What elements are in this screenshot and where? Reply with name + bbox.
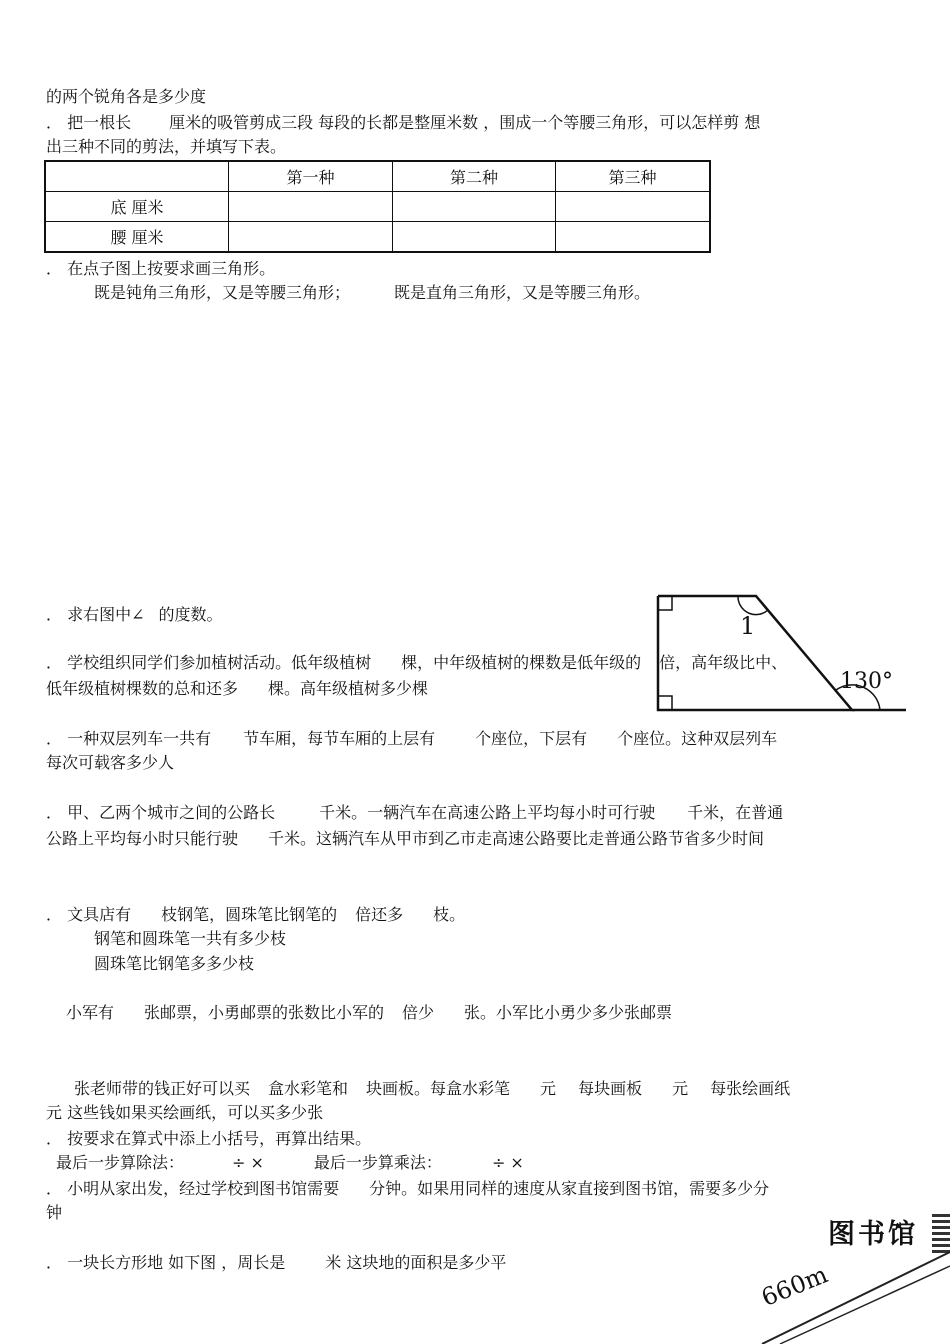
angle-1-label: 1 xyxy=(740,612,756,640)
table-cell[interactable] xyxy=(393,192,556,222)
q8-text-c: 倍少 xyxy=(402,1003,435,1022)
q8-text-d: 张。小军比小勇少多少张邮票 xyxy=(464,1003,673,1022)
q5-text-d: 个座位。这种双层列车 xyxy=(617,729,778,748)
q9-text-e: 每块画板 xyxy=(578,1079,643,1098)
question-6-line-1 xyxy=(46,802,783,824)
table-cell[interactable] xyxy=(229,192,393,222)
question-1-line-2: 出三种不同的剪法，并填写下表。 xyxy=(46,137,287,156)
q1-text-b: 厘米的吸管剪成三段 每段的长都是整厘米数 ，围成一个等腰三角形，可以怎样剪 想 xyxy=(169,113,761,132)
q4-text-e: 棵。高年级植树多少棵 xyxy=(268,679,429,698)
q10-division-label: 最后一步算除法： xyxy=(56,1153,185,1172)
question-7-line-1 xyxy=(46,904,465,926)
right-angle-mark-top xyxy=(658,596,672,610)
question-3 xyxy=(46,604,223,626)
question-2-title: ． 在点子图上按要求画三角形。 xyxy=(46,259,276,278)
table-header-cell: 第三种 xyxy=(556,161,711,192)
question-9-line-1 xyxy=(74,1078,790,1100)
question-7-sub-1: 钢笔和圆珠笔一共有多少枝 xyxy=(94,929,287,948)
q3-text-b: 的度数。 xyxy=(158,605,223,624)
q9-text-b: 盒水彩笔和 xyxy=(268,1079,349,1098)
question-10-title: ． 按要求在算式中添上小括号，再算出结果。 xyxy=(46,1129,372,1148)
q3-text-a: ． 求右图中∠ xyxy=(46,605,145,624)
question-11-line-1 xyxy=(46,1178,769,1200)
question-5-line-2: 每次可载客多少人 xyxy=(46,753,175,772)
library-label: 图书馆 xyxy=(828,1219,918,1250)
question-6-line-2 xyxy=(46,828,764,850)
question-11-line-2: 钟 xyxy=(46,1203,63,1222)
q1-text-a: ． 把一根长 xyxy=(46,113,132,132)
table-cell[interactable] xyxy=(229,222,393,253)
question-1-line-1 xyxy=(46,112,760,134)
table-header-cell: 第一种 xyxy=(229,161,393,192)
q12-text-a: ． 一块长方形地 如下图 ，周长是 xyxy=(46,1253,286,1272)
row-label-base: 底 厘米 xyxy=(45,192,229,222)
q10-multiplication-label: 最后一步算乘法： xyxy=(313,1153,442,1172)
question-8 xyxy=(66,1002,672,1024)
q11-text-a: ． 小明从家出发，经过学校到图书馆需要 xyxy=(46,1179,340,1198)
q6-text-c: 千米，在普通 xyxy=(687,803,784,822)
angle-130-label: 130° xyxy=(840,669,893,694)
q9-text-f: 元 xyxy=(672,1079,689,1098)
q10-division-expression: ÷ × xyxy=(232,1153,264,1172)
question-5-line-1 xyxy=(46,728,777,750)
q6-text-b: 千米。一辆汽车在高速公路上平均每小时可行驶 xyxy=(319,803,656,822)
question-10-expressions xyxy=(56,1152,524,1174)
table-cell[interactable] xyxy=(556,192,711,222)
question-7-sub-2: 圆珠笔比钢笔多多少枝 xyxy=(94,954,255,973)
q4-text-a: ． 学校组织同学们参加植树活动。低年级植树 xyxy=(46,653,372,672)
table-row xyxy=(45,192,710,222)
q7-text-b: 枝钢笔，圆珠笔比钢笔的 xyxy=(161,905,338,924)
table-header-cell: 第二种 xyxy=(393,161,556,192)
question-2-subitems xyxy=(94,282,650,304)
question-4-line-1 xyxy=(46,652,787,674)
table-header-row xyxy=(45,161,710,192)
question-4-line-2 xyxy=(46,678,428,700)
q4-text-b: 棵，中年级植树的棵数是低年级的 xyxy=(401,653,642,672)
q7-text-c: 倍还多 xyxy=(355,905,404,924)
q6-text-d: 公路上平均每小时只能行驶 xyxy=(46,829,239,848)
q12-text-b: 米 这块地的面积是多少平 xyxy=(325,1253,507,1272)
table-header-cell xyxy=(45,161,229,192)
table-cell[interactable] xyxy=(393,222,556,253)
right-angle-mark-bottom xyxy=(658,696,672,710)
q4-text-c: 倍，高年级比中、 xyxy=(659,653,788,672)
q8-text-b: 张邮票，小勇邮票的张数比小军的 xyxy=(144,1003,385,1022)
question-12 xyxy=(46,1252,506,1274)
q10-multiplication-expression: ÷ × xyxy=(491,1153,524,1172)
q9-text-d: 元 xyxy=(540,1079,557,1098)
table-row xyxy=(45,222,710,253)
q5-text-b: 节车厢，每节车厢的上层有 xyxy=(243,729,436,748)
q8-text-a: 小军有 xyxy=(66,1003,115,1022)
row-label-leg: 腰 厘米 xyxy=(45,222,229,253)
q6-text-e: 千米。这辆汽车从甲市到乙市走高速公路要比走普通公路节省多少时间 xyxy=(268,829,765,848)
q7-text-a: ． 文具店有 xyxy=(46,905,132,924)
cutting-methods-table xyxy=(44,160,711,253)
q9-text-c: 块画板。每盒水彩笔 xyxy=(366,1079,511,1098)
table-cell[interactable] xyxy=(556,222,711,253)
q2-sub-1: 既是钝角三角形，又是等腰三角形； xyxy=(94,283,351,302)
q9-text-a: 张老师带的钱正好可以买 xyxy=(74,1079,251,1098)
q2-sub-2: 既是直角三角形，又是等腰三角形。 xyxy=(394,283,651,302)
q7-text-d: 枝。 xyxy=(433,905,466,924)
q6-text-a: ． 甲、乙两个城市之间的公路长 xyxy=(46,803,276,822)
q11-text-b: 分钟。如果用同样的速度从家直接到图书馆，需要多少分 xyxy=(369,1179,770,1198)
q9-text-g: 每张绘画纸 xyxy=(710,1079,791,1098)
question-intro: 的两个锐角各是多少度 xyxy=(46,87,207,106)
question-9-line-2: 元 这些钱如果买绘画纸，可以买多少张 xyxy=(46,1103,324,1122)
q4-text-d: 低年级植树棵数的总和还多 xyxy=(46,679,239,698)
distance-label: 660m xyxy=(757,1260,832,1312)
q5-text-c: 个座位，下层有 xyxy=(475,729,588,748)
q5-text-a: ． 一种双层列车一共有 xyxy=(46,729,212,748)
